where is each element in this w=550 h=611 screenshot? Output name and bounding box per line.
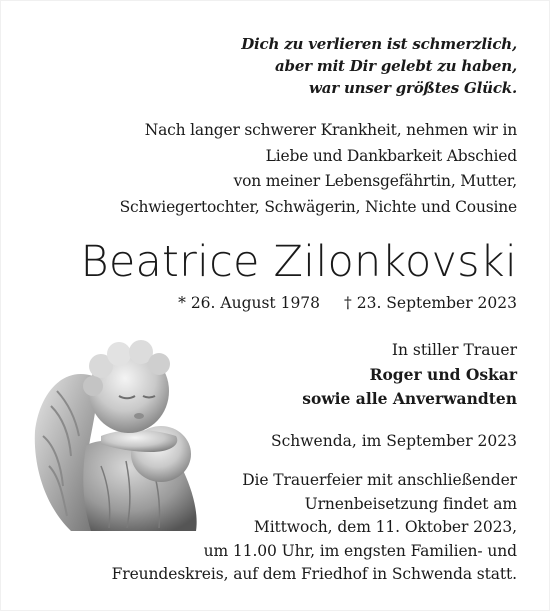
ceremony-line: Freundeskreis, auf dem Friedhof in Schwenda statt.: [111, 565, 517, 583]
mourner-names: Roger und Oskar: [369, 364, 517, 384]
ceremony-details: [112, 469, 517, 587]
mourner-relatives: sowie alle Anverwandten: [302, 389, 517, 408]
memorial-quote: [241, 33, 517, 99]
announcement-line: Nach langer schwerer Krankheit, nehmen wir in: [144, 121, 517, 139]
ceremony-line: Mittwoch, dem 11. Oktober 2023,: [253, 518, 517, 536]
announcement-line: von meiner Lebensgefährtin, Mutter,: [233, 172, 517, 190]
ceremony-line: um 11.00 Uhr, im engsten Familien- und: [203, 541, 517, 560]
announcement-line: Schwiegertochter, Schwägerin, Nichte und Cousine: [119, 197, 517, 216]
birth-date: * 26. August 1978: [178, 294, 321, 312]
quote-line: Dich zu verlieren ist schmerzlich,: [241, 35, 517, 53]
quote-line: war unser größtes Glück.: [309, 79, 517, 97]
place-and-date: Schwenda, im September 2023: [271, 432, 517, 450]
death-date: † 23. September 2023: [344, 294, 517, 312]
mourning-phrase: In stiller Trauer: [391, 341, 517, 359]
announcement-line: Liebe und Dankbarkeit Abschied: [265, 146, 517, 165]
ceremony-line: Urnenbeisetzung findet am: [304, 494, 517, 513]
life-dates: [178, 291, 517, 315]
announcement-text: [120, 118, 517, 220]
mourners-block: [302, 338, 517, 412]
quote-line: aber mit Dir gelebt zu haben,: [275, 57, 517, 75]
deceased-name: Beatrice Zilonkovski: [80, 237, 517, 287]
ceremony-line: Die Trauerfeier mit anschließender: [242, 471, 517, 489]
